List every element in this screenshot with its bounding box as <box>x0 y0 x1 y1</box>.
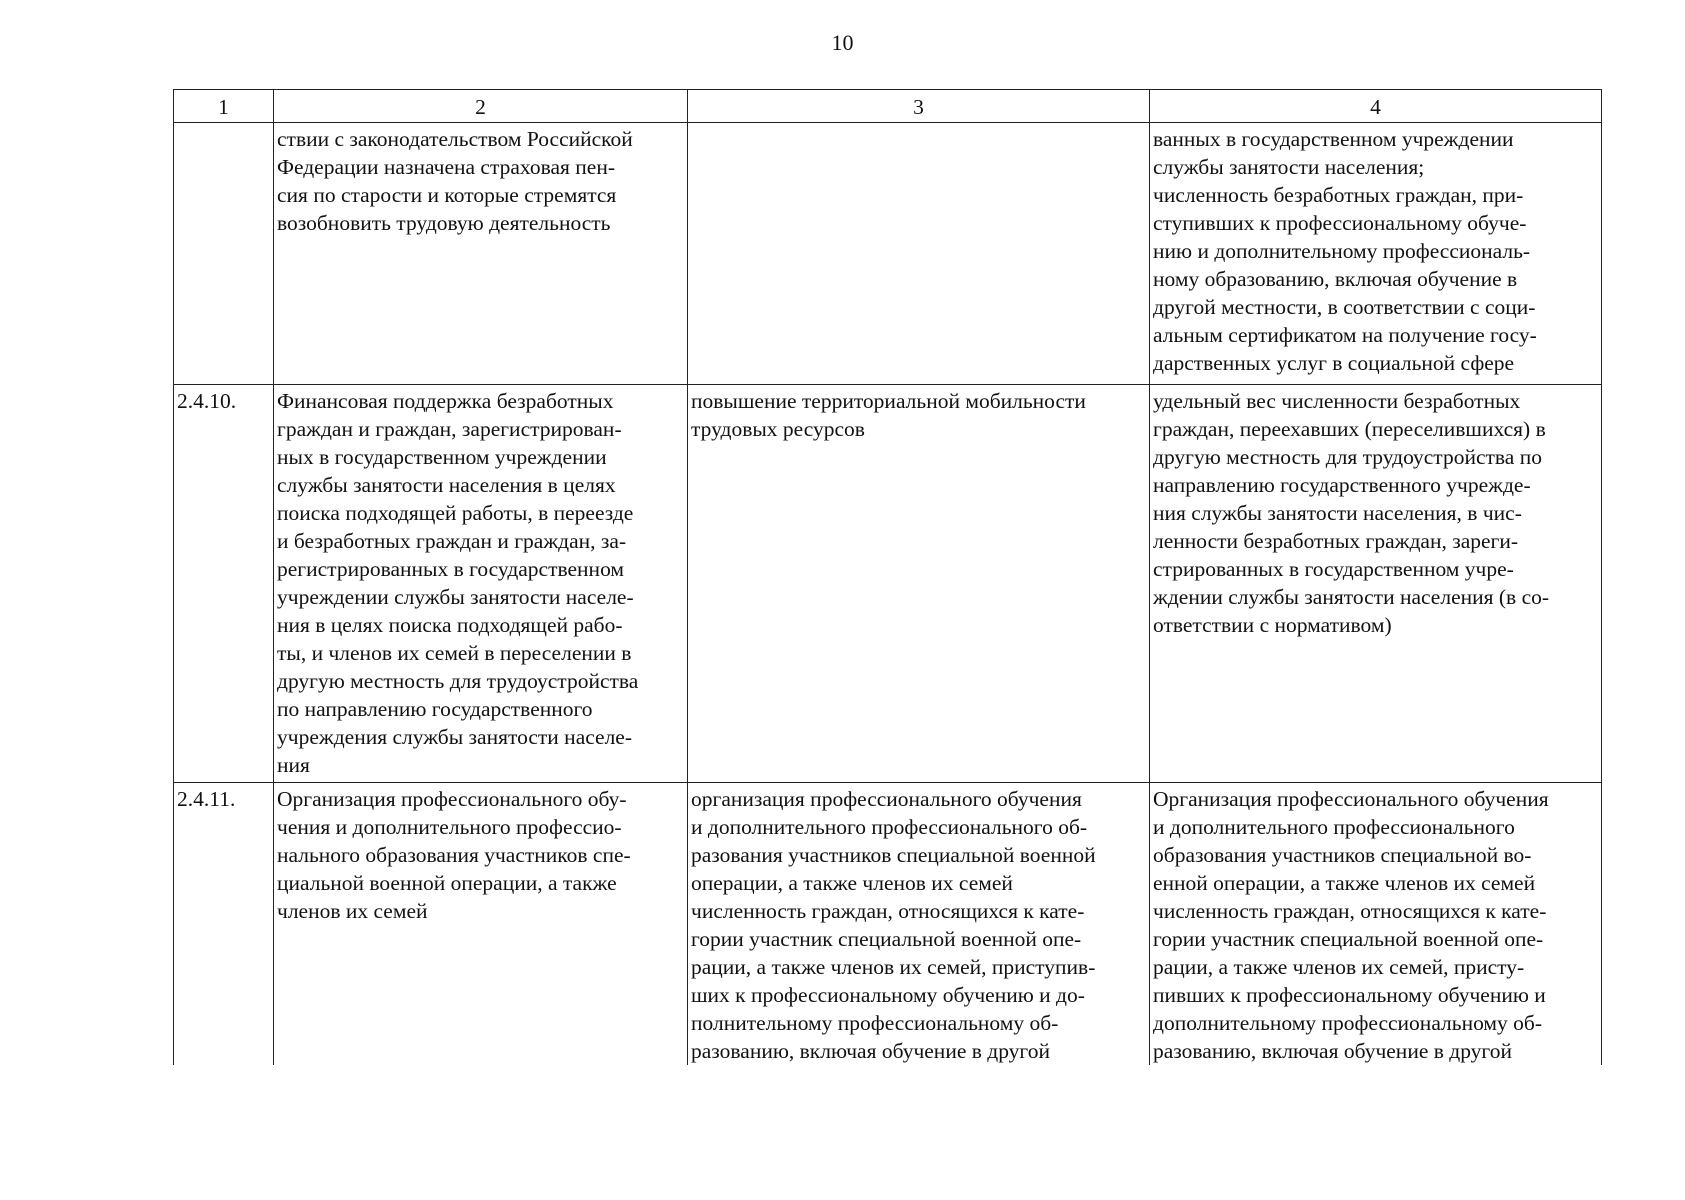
goal-cell: организация профессионального обучения и дополнительного профессионального об- разования участников специальной военной операции, а также членов их семей численность граждан, относящихся к кате- гории участник специальной военной опе- рации, а также членов их семей, приступив- ших к профессиональному обучению и до- полнительному профессиональному об- разованию, включая обучение в другой <box>688 783 1150 1066</box>
header-cell-3: 3 <box>688 90 1150 123</box>
header-cell-1: 1 <box>174 90 274 123</box>
header-cell-4: 4 <box>1150 90 1602 123</box>
measure-name-cell: Организация профессионального обу- чения и дополнительного профессио- нального образования участников спе- циальной военной операции, а также членов их семей <box>274 783 688 1066</box>
table-row <box>174 123 1602 385</box>
indicator-cell: Организация профессионального обучения и дополнительного профессионального образования участников специальной во- енной операции, а также членов их семей численность граждан, относящихся к кате- гории участник специальной военной опе- рации, а также членов их семей, присту- пивших к профессиональному обучению и дополнительному профессиональному об- разованию, включая обучение в другой <box>1150 783 1602 1066</box>
table-row <box>174 385 1602 783</box>
row-number-cell <box>174 123 274 385</box>
table-row <box>174 783 1602 1066</box>
row-number-cell: 2.4.11. <box>174 783 274 1066</box>
goal-cell <box>688 123 1150 385</box>
measure-name-cell: ствии с законодательством Российской Федерации назначена страховая пен- сия по старости и которые стремятся возобновить трудовую деятельность <box>274 123 688 385</box>
goal-cell: повышение территориальной мобильности трудовых ресурсов <box>688 385 1150 783</box>
indicator-cell: ванных в государственном учреждении службы занятости населения; численность безработных граждан, при- ступивших к профессиональному обуче- нию и дополнительному профессиональ- ному образованию, включая обучение в другой местности, в соответствии с соци- альным сертификатом на получение госу- дарственных услуг в социальной сфере <box>1150 123 1602 385</box>
measure-name-cell: Финансовая поддержка безработных граждан и граждан, зарегистрирован- ных в государственном учреждении службы занятости населения в целях поиска подходящей работы, в переезде и безработных граждан и граждан, за- регистрированных в государственном учреждении службы занятости населе- ния в целях поиска подходящей рабо- ты, и членов их семей в переселении в другую местность для трудоустройства по направлению государственного учреждения службы занятости населе- ния <box>274 385 688 783</box>
indicator-cell: удельный вес численности безработных граждан, переехавших (переселившихся) в другую местность для трудоустройства по направлению государственного учрежде- ния службы занятости населения, в чис- ленности безработных граждан, зареги- стрированных в государственном учре- ждении службы занятости населения (в со- ответствии с нормативом) <box>1150 385 1602 783</box>
header-cell-2: 2 <box>274 90 688 123</box>
table-header-row <box>174 90 1602 123</box>
program-table <box>173 89 1602 1065</box>
page-number: 10 <box>831 30 854 55</box>
row-number-cell: 2.4.10. <box>174 385 274 783</box>
